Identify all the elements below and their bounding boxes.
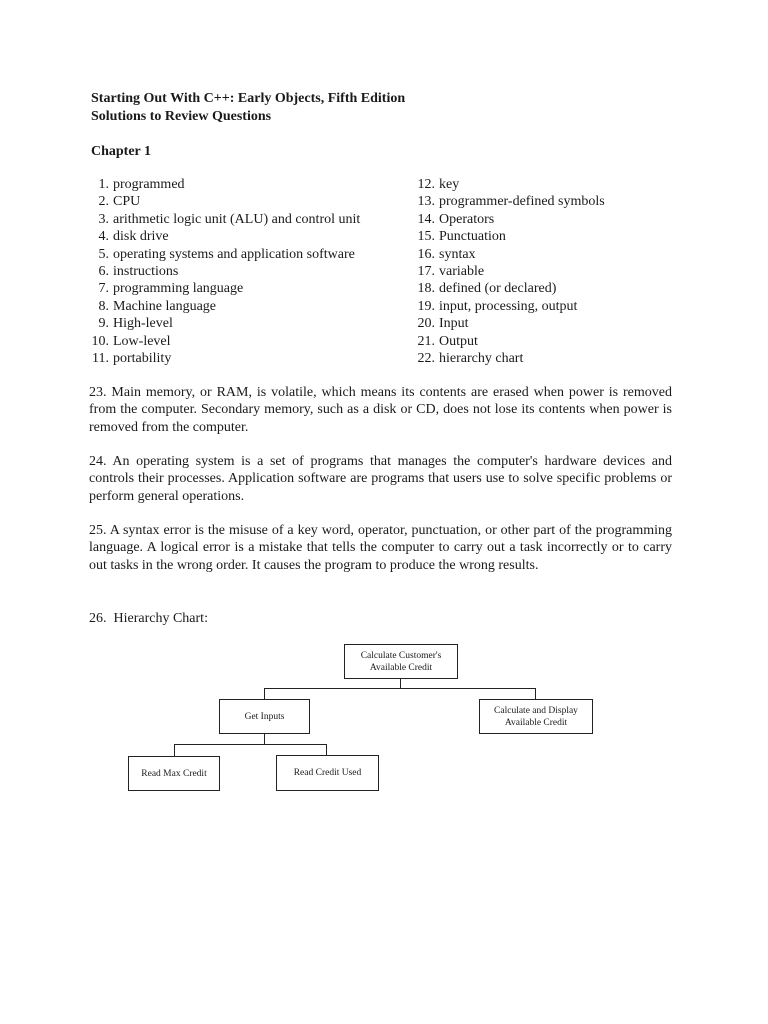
answer-item: 12. key: [417, 177, 460, 192]
answer-item: 19. input, processing, output: [417, 298, 578, 314]
answer-paragraph-24: 24. An operating system is a set of programs that manages the computer's hardware devices and controls their processes. Application software are programs that users use to solve specific problems or perform general operations.: [89, 454, 672, 504]
answer-item: 13. programmer-defined symbols: [417, 194, 605, 210]
chart-node-read-max: Read Max Credit: [128, 756, 220, 791]
chapter-heading: Chapter 1: [91, 144, 152, 159]
answer-item: 2. CPU: [98, 194, 141, 210]
connector-level2-horizontal: [174, 744, 327, 745]
chart-node-read-used: Read Credit Used: [276, 755, 379, 791]
answer-item: 18. defined (or declared): [417, 281, 557, 297]
answer-item: 10. Low-level: [91, 333, 171, 349]
answer-item: 4. disk drive: [98, 229, 169, 245]
answer-item: 21. Output: [417, 333, 478, 349]
answer-item: 1. programmed: [98, 177, 185, 192]
answer-item: 3. arithmetic logic unit (ALU) and control unit: [98, 211, 361, 227]
chart-node-root: Calculate Customer's Available Credit: [344, 644, 458, 679]
answer-item: 17. variable: [417, 264, 485, 280]
title-line-2: Solutions to Review Questions: [91, 109, 272, 124]
answer-item: 6. instructions: [98, 264, 179, 280]
answer-paragraph-25: 25. A syntax error is the misuse of a key word, operator, punctuation, or other part of the programming language. A logical error is a mistake that tells the computer to carry out a task incorrectly or to carry out tasks in the wrong order. It causes the program to produce the wrong results.: [89, 523, 672, 573]
chart-node-get-inputs: Get Inputs: [219, 699, 310, 734]
answer-item: 7. programming language: [98, 281, 244, 297]
answer-item: 14. Operators: [417, 211, 495, 227]
answer-item: 9. High-level: [98, 316, 173, 332]
chart-node-calc-display: Calculate and Display Available Credit: [479, 699, 593, 734]
answer-item: 5. operating systems and application software: [98, 246, 355, 262]
answer-paragraph-23: 23. Main memory, or RAM, is volatile, which means its contents are erased when power is removed from the computer. Secondary memory, such as a disk or CD, does not lose its contents when power is removed from the computer.: [89, 385, 672, 435]
answer-item: 22. hierarchy chart: [417, 351, 524, 367]
connector-level1-horizontal: [264, 688, 536, 689]
answer-item: 11. portability: [92, 351, 172, 367]
answer-item: 8. Machine language: [98, 298, 217, 314]
answer-item: 16. syntax: [417, 246, 476, 262]
answer-item: 20. Input: [417, 316, 469, 332]
answer-paragraph-26: 26. Hierarchy Chart:: [89, 611, 208, 626]
title-line-1: Starting Out With C++: Early Objects, Fifth Edition: [91, 91, 406, 106]
answer-item: 15. Punctuation: [417, 229, 506, 245]
